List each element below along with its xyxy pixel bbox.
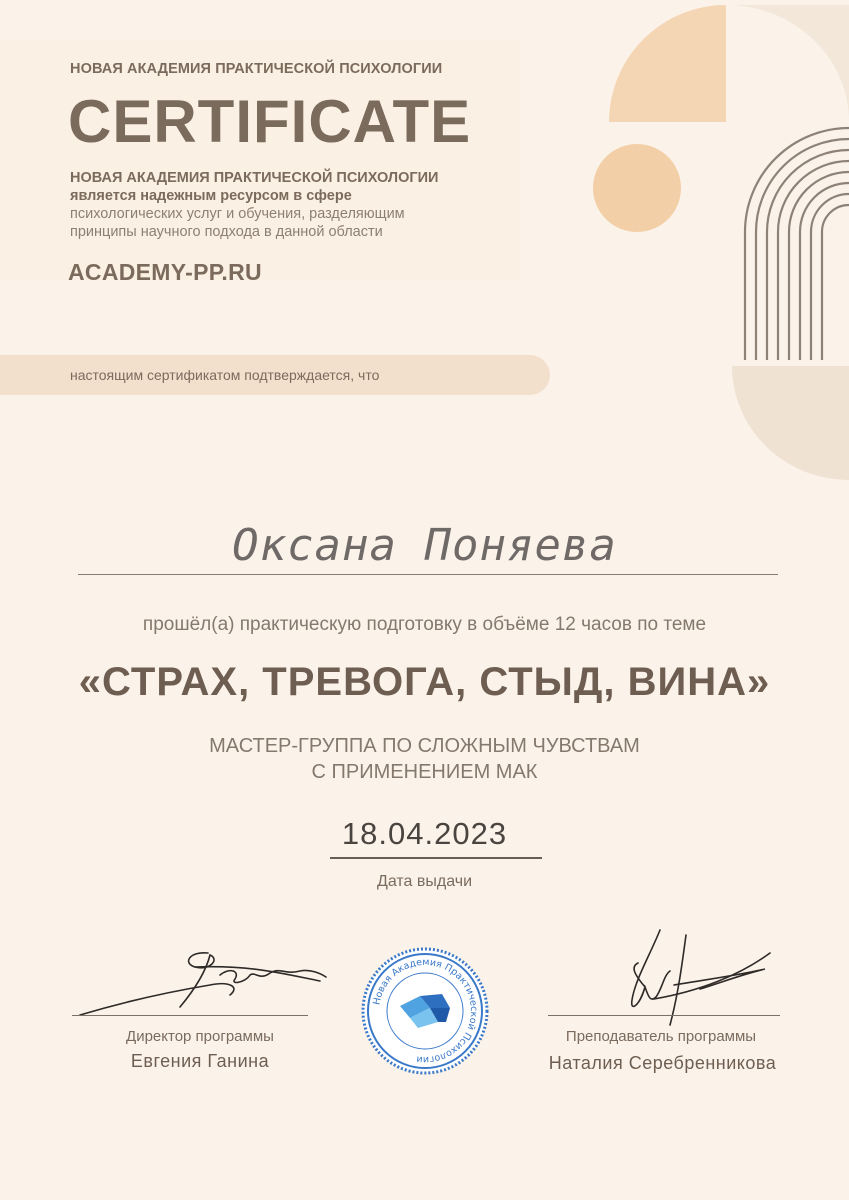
director-signature-line bbox=[72, 1015, 308, 1016]
seal-text: Новая Академия Практической Психологии bbox=[371, 956, 480, 1066]
course-topic: «СТРАХ, ТРЕВОГА, СТЫД, ВИНА» bbox=[78, 660, 771, 704]
course-subtitle-line-2: С ПРИМЕНЕНИЕМ МАК bbox=[311, 761, 538, 783]
recipient-name: Оксана Поняева bbox=[232, 520, 617, 571]
course-subtitle-line-1: МАСТЕР-ГРУППА ПО СЛОЖНЫМ ЧУВСТВАМ bbox=[209, 735, 640, 757]
academy-seal-icon bbox=[360, 946, 490, 1076]
issue-date-label: Дата выдачи bbox=[376, 873, 473, 890]
teacher-role: Преподаватель программы bbox=[565, 1028, 757, 1045]
description-line-2a: является надежным bbox=[70, 188, 221, 204]
teacher-signature-icon bbox=[590, 925, 790, 1035]
organization-description bbox=[70, 169, 510, 241]
description-line-4: принципы научного подхода в данной области bbox=[70, 224, 383, 240]
director-role: Директор программы bbox=[126, 1028, 274, 1045]
teacher-signature-line bbox=[548, 1015, 780, 1016]
description-line-2b: ресурсом в сфере bbox=[220, 188, 352, 204]
date-underline bbox=[330, 857, 542, 859]
teacher-name: Наталия Серебренникова bbox=[548, 1053, 777, 1073]
completion-text: прошёл(а) практическую подготовку в объёме 12 часов по теме bbox=[142, 614, 707, 635]
website-link[interactable]: ACADEMY-PP.RU bbox=[68, 259, 262, 285]
organization-heading: НОВАЯ АКАДЕМИЯ ПРАКТИЧЕСКОЙ ПСИХОЛОГИИ bbox=[70, 61, 443, 77]
course-subtitle bbox=[0, 733, 849, 785]
issue-date: 18.04.2023 bbox=[341, 816, 508, 851]
description-line-1: НОВАЯ АКАДЕМИЯ ПРАКТИЧЕСКОЙ ПСИХОЛОГИИ bbox=[70, 170, 439, 186]
description-line-3: психологических услуг и обучения, разделяющим bbox=[70, 206, 405, 222]
confirmation-text: настоящим сертификатом подтверждается, что bbox=[70, 367, 380, 383]
name-underline bbox=[78, 574, 778, 575]
director-name: Евгения Ганина bbox=[130, 1051, 270, 1071]
director-signature-icon bbox=[70, 945, 330, 1020]
description-line-2 bbox=[70, 187, 510, 205]
certificate-title: CERTIFICATE bbox=[68, 88, 472, 155]
